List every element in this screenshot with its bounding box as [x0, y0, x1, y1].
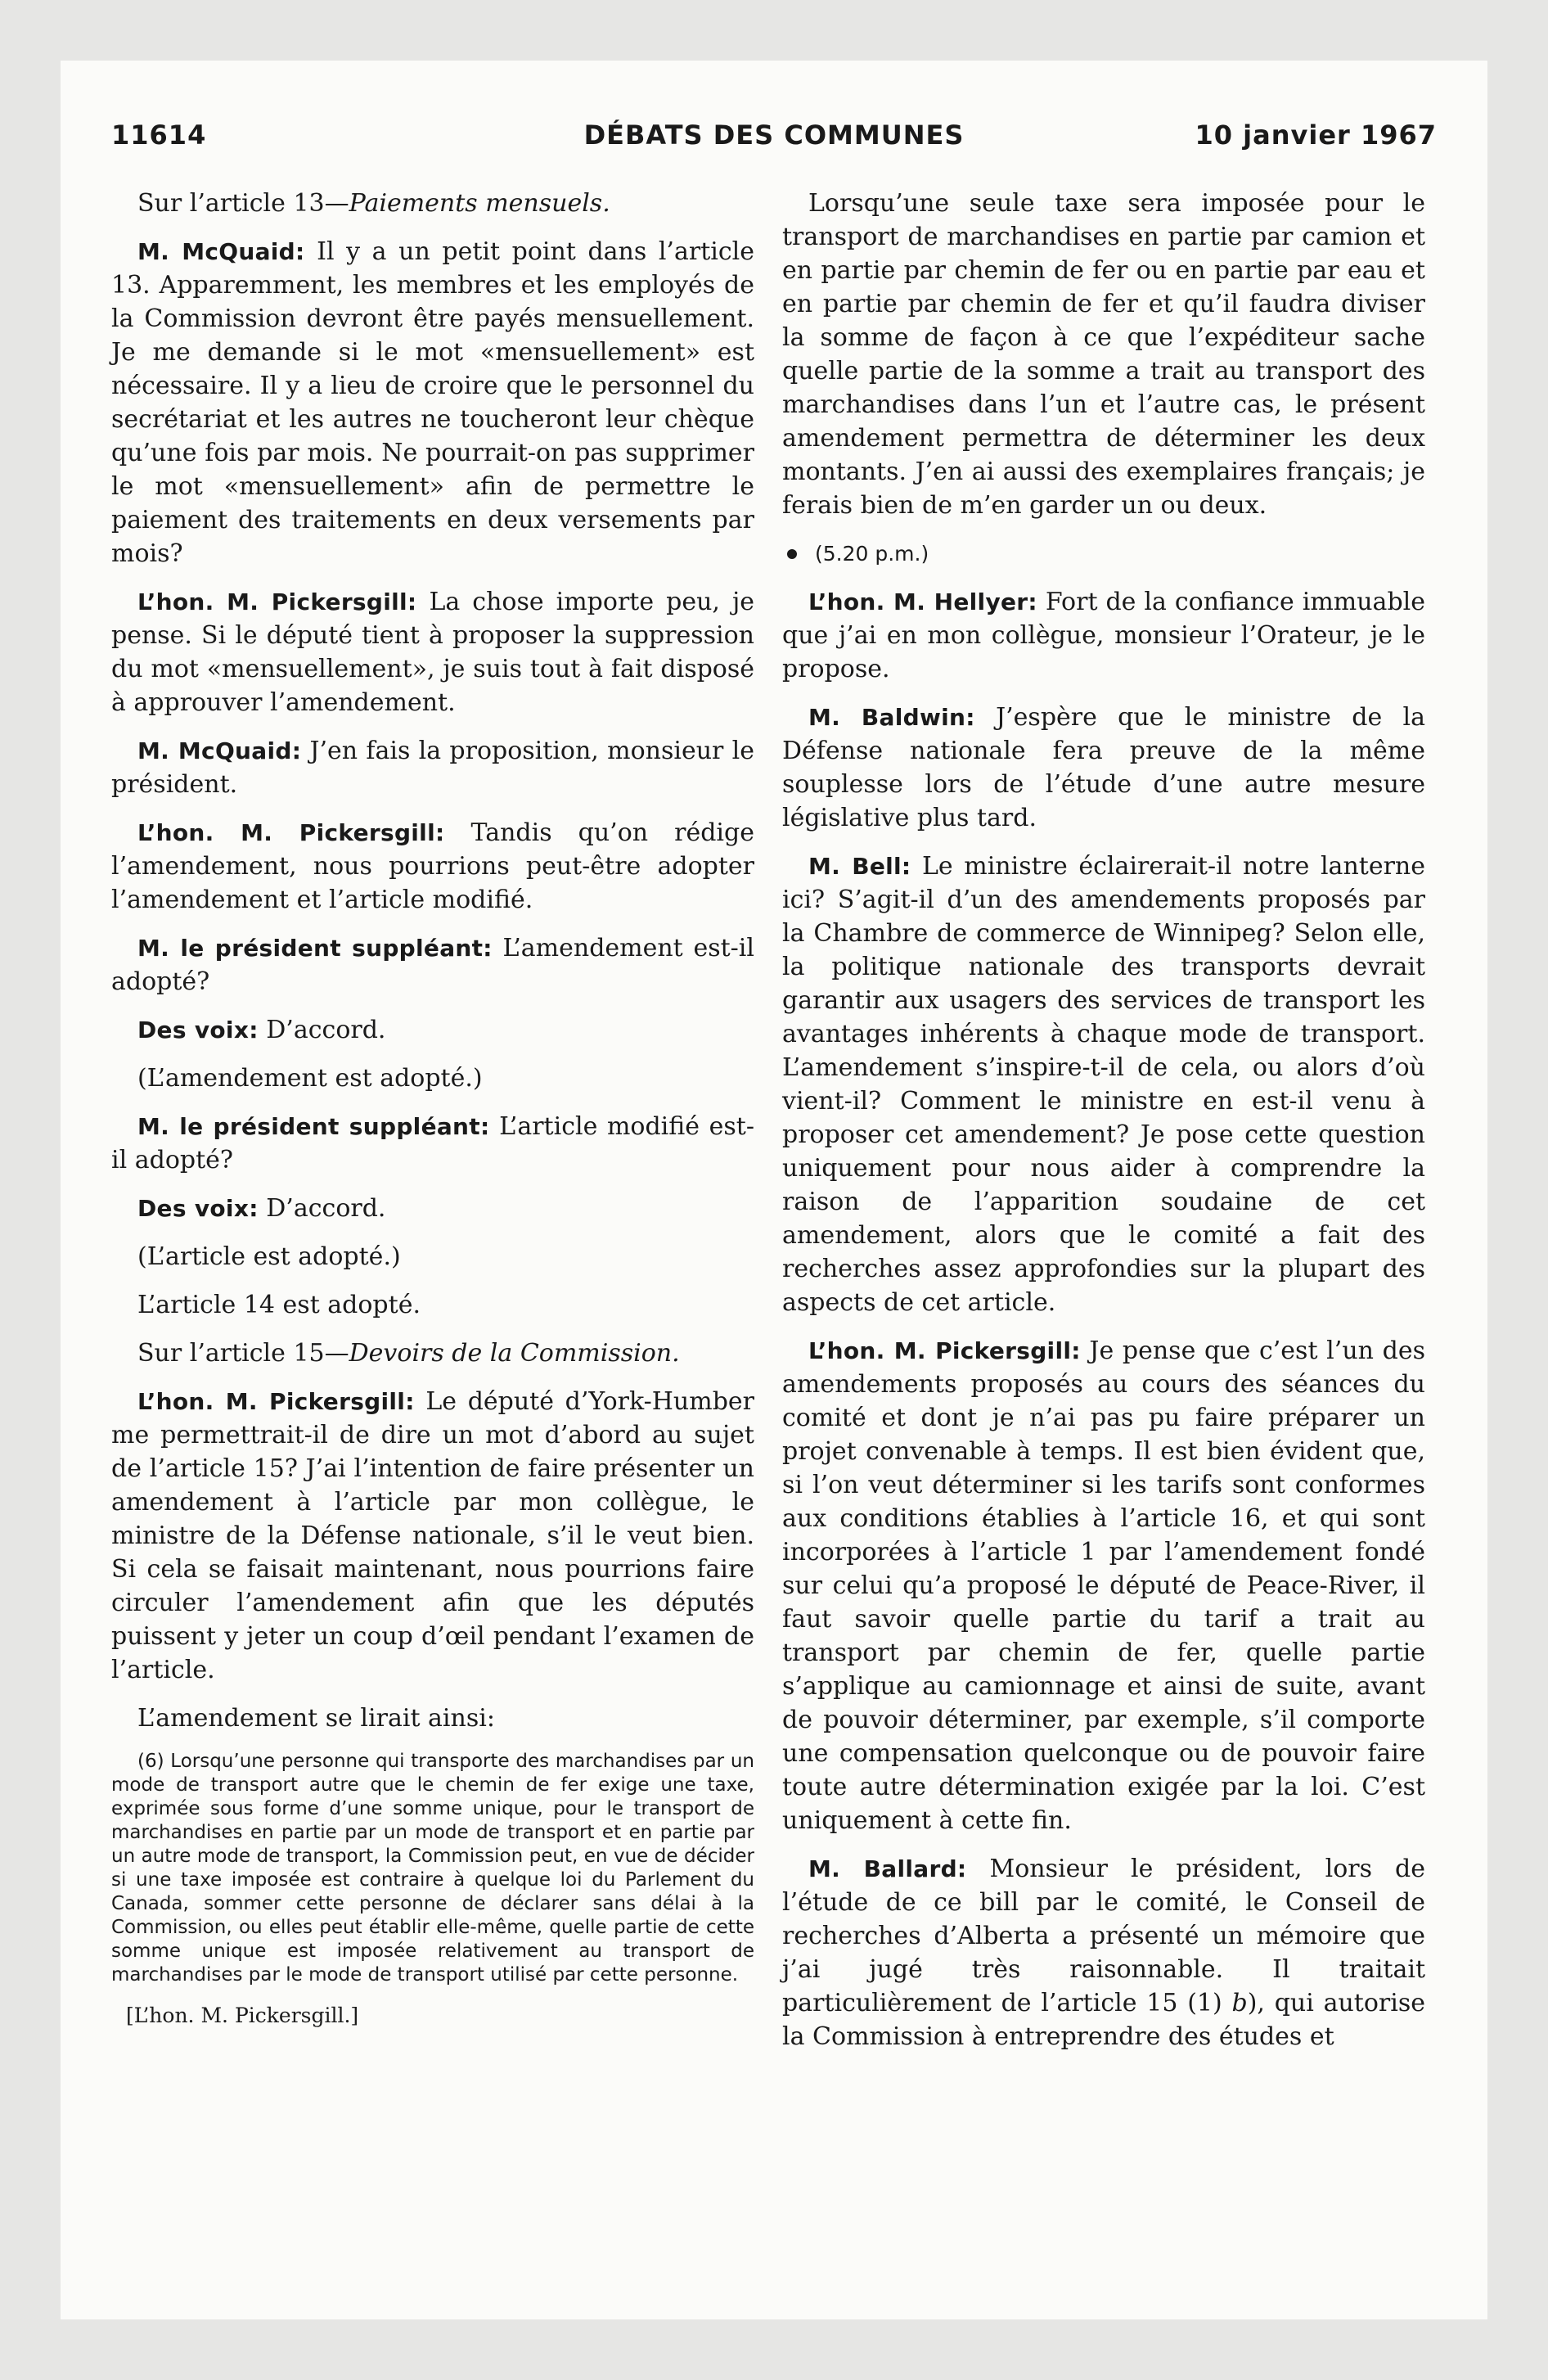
speech-paragraph: M. McQuaid: J’en fais la proposition, monsieur le président. — [111, 737, 754, 799]
speaker-name: M. le président suppléant: — [137, 1113, 490, 1140]
amendment-quote: (6) Lorsqu’une personne qui transporte des marchandises par un mode de transport autre que le chemin de fer exige une taxe, exprimée sous forme d’une somme unique, pour le transport de marchandises en partie par un mode de transport et en partie par un autre mode de transport, la Commission peut, en vue de décider si une taxe imposée est contraire à quelque loi du Parlement du Canada, sommer cette personne de déclarer sans délai à la Commission, ou elles peut établir elle-même, quelle partie de cette somme unique est imposée relativement au transport de marchandises par le mode de transport utilisé par cette personne. — [111, 1751, 754, 1986]
speaker-name: M. Baldwin: — [808, 704, 975, 731]
procedural-note: (L’article est adopté.) — [137, 1242, 401, 1271]
speech-paragraph: Des voix: D’accord. — [137, 1194, 386, 1223]
speech-paragraph: M. Bell: Le ministre éclairerait-il notre lanterne ici? S’agit-il d’un des amendements proposés par la Chambre de commerce de Winnipeg? Selon elle, la politique nationale des transports devrait garantir aux usagers des services de transport les avantages inhérents à chaque mode de transport. L’amendement s’inspire-t-il de cela, ou alors d’où vient-il? Comment le ministre en est-il venu à proposer cet amendement? Je pose cette question uniquement pour nous aider à comprendre la raison de l’apparition soudaine de cet amendement, alors que le comité a fait des recherches assez approfondies sur la plupart des aspects de cet article. — [782, 852, 1425, 1317]
right-column — [782, 187, 1425, 2068]
speaker-name: M. McQuaid: — [137, 737, 302, 764]
speech-paragraph: L’hon. M. Pickersgill: La chose importe peu, je pense. Si le député tient à proposer la suppression du mot «mensuellement», je suis tout à fait disposé à approuver l’amendement. — [111, 588, 754, 717]
page-header — [111, 119, 1437, 159]
procedural-note: (L’amendement est adopté.) — [137, 1064, 483, 1093]
speech-paragraph: M. Baldwin: J’espère que le ministre de la Défense nationale fera preuve de la même souplesse lors de l’étude d’une autre mesure législative plus tard. — [782, 703, 1425, 832]
speech-paragraph: L’hon. M. Hellyer: Fort de la confiance immuable que j’ai en mon collègue, monsieur l’Orateur, je le propose. — [782, 588, 1425, 683]
timestamp: (5.20 p.m.) — [782, 537, 1425, 570]
speaker-name: M. Bell: — [808, 853, 911, 880]
page-number: 11614 — [111, 119, 207, 151]
speaker-name: M. McQuaid: — [137, 238, 305, 265]
speaker-name: Des voix: — [137, 1195, 259, 1222]
speaker-name: Des voix: — [137, 1016, 259, 1044]
speech-paragraph: L’hon. M. Pickersgill: Je pense que c’est l’un des amendements proposés au cours des séances du comité et dont je n’ai pas pu faire préparer un projet convenable à temps. Il est bien évident que, si l’on veut déterminer si les tarifs sont conformes aux conditions établies à l’article 16, et qui sont incorporées à l’article 1 par l’amendement fondé sur celui qu’a proposé le député de Peace-River, il faut savoir quelle partie du tarif a trait au transport par chemin de fer, quelle partie s’applique au camionnage et ainsi de suite, avant de pouvoir déterminer, par exemple, s’il comporte une compensation quelconque ou de pouvoir faire toute autre détermination exigée par la loi. C’est uniquement à cette fin. — [782, 1336, 1425, 1835]
speaker-name: L’hon. M. Pickersgill: — [808, 1337, 1081, 1364]
speaker-name: L’hon. M. Pickersgill: — [137, 819, 445, 846]
speaker-name: L’hon. M. Pickersgill: — [137, 588, 417, 615]
speech-paragraph: L’hon. M. Pickersgill: Tandis qu’on rédige l’amendement, nous pourrions peut-être adopter l’amendement et l’article modifié. — [111, 818, 754, 914]
procedural-note: L’article 14 est adopté. — [137, 1291, 421, 1319]
speaker-name: M. Ballard: — [808, 1855, 967, 1882]
publication-date: 10 janvier 1967 — [1195, 119, 1437, 151]
speech-paragraph: L’hon. M. Pickersgill: Le député d’York-Humber me permettrait-il de dire un mot d’abord au sujet de l’article 15? J’ai l’intention de faire présenter un amendement à l’article par mon collègue, le ministre de la Défense nationale, s’il le veut bien. Si cela se faisait maintenant, nous pourrions faire circuler l’amendement afin que les députés puissent y jeter un coup d’œil pendant l’examen de l’article. — [111, 1387, 754, 1684]
text-paragraph: L’amendement se lirait ainsi: — [137, 1704, 495, 1733]
clause-heading: Sur l’article 13—Paiements mensuels. — [137, 189, 610, 218]
publication-title: DÉBATS DES COMMUNES — [583, 119, 965, 151]
speech-paragraph: M. le président suppléant: L’article modifié est-il adopté? — [111, 1112, 754, 1174]
speech-paragraph: Des voix: D’accord. — [137, 1016, 386, 1044]
speaker-name: L’hon. M. Pickersgill: — [137, 1388, 415, 1415]
speech-paragraph: M. McQuaid: Il y a un petit point dans l’article 13. Apparemment, les membres et les employés de la Commission devront être payés mensuellement. Je me demande si le mot «mensuellement» est nécessaire. Il y a lieu de croire que le personnel du secrétariat et les autres ne toucheront leur chèque qu’une fois par mois. Ne pourrait-on pas supprimer le mot «mensuellement» afin de permettre le paiement des traitements en deux versements par mois? — [111, 237, 754, 568]
bullet-icon — [787, 549, 797, 559]
text-paragraph: Lorsqu’une seule taxe sera imposée pour le transport de marchandises en partie par camion et en partie par chemin de fer ou en partie par eau et en partie par chemin de fer et qu’il faudra diviser la somme de façon à ce que l’expéditeur sache quelle partie de la somme a trait au transport des marchandises dans l’un et l’autre cas, le présent amendement permettra de déterminer les deux montants. J’en ai aussi des exemplaires français; je ferais bien de m’en garder un ou deux. — [782, 189, 1425, 520]
speaker-attribution: [L’hon. M. Pickersgill.] — [126, 2004, 359, 2027]
left-column — [111, 187, 754, 2047]
speech-paragraph: M. le président suppléant: L’amendement est-il adopté? — [111, 934, 754, 996]
speaker-name: M. le président suppléant: — [137, 935, 493, 962]
speech-paragraph: M. Ballard: Monsieur le président, lors de l’étude de ce bill par le comité, le Conseil de recherches d’Alberta a présenté un mémoire que j’ai jugé très raisonnable. Il traitait particulièrement de l’article 15 (1) b), qui autorise la Commission à entreprendre des études et — [782, 1855, 1425, 2051]
speaker-name: L’hon. M. Hellyer: — [808, 588, 1037, 615]
clause-heading: Sur l’article 15—Devoirs de la Commission. — [137, 1339, 680, 1368]
